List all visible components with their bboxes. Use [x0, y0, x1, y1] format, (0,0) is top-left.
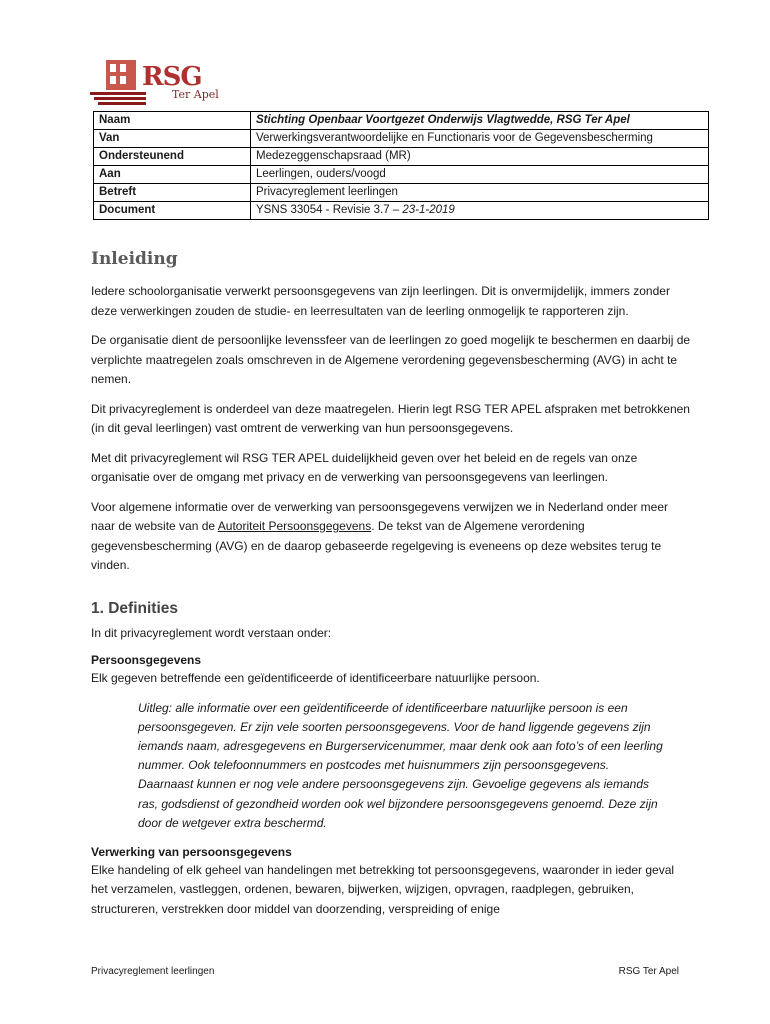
section-heading-definities: 1. Definities [91, 599, 178, 617]
paragraph: Met dit privacyreglement wil RSG TER APEL duidelijkheid geven over het beleid en de regels van onze organisatie over de omgang met privacy en de verwerking van persoonsgegevens van leerlingen. [91, 450, 638, 484]
meta-value: Leerlingen, ouders/voogd [251, 166, 709, 184]
logo-subtitle: Ter Apel [172, 88, 219, 101]
meta-key: Aan [94, 166, 251, 184]
term-definition: Elke handeling of elk geheel van handelingen met betrekking tot persoonsgegevens, waaronder in ieder geval het verzamelen, vastleggen, ordenen, bewaren, bijwerken, wijzigen, opvragen, raadplegen, gebruiken, structureren, verstrekken door middel van doorzending, verspreiding of enige [91, 862, 675, 916]
meta-key: Naam [94, 112, 251, 130]
meta-value [251, 202, 709, 220]
meta-key: Van [94, 130, 251, 148]
section-heading-inleiding: Inleiding [91, 249, 178, 269]
table-row [94, 166, 709, 184]
table-row [94, 184, 709, 202]
school-building-icon [88, 58, 148, 108]
table-row [94, 148, 709, 166]
document-meta-table [93, 111, 709, 220]
paragraph: De organisatie dient de persoonlijke levenssfeer van de leerlingen zo goed mogelijk te beschermen en daarbij de verplichte maatregelen zoals omschreven in de Algemene verordening gegevensbescherming (AVG) in acht te nemen. [91, 333, 691, 386]
revision-date: 23-1-2019 [402, 204, 455, 216]
meta-key: Document [94, 202, 251, 220]
paragraph [91, 498, 691, 576]
document-body [91, 246, 691, 929]
footer-right: RSG Ter Apel [618, 966, 679, 977]
table-row [94, 130, 709, 148]
autoriteit-persoonsgegevens-link[interactable]: Autoriteit Persoonsgegevens [217, 519, 372, 533]
meta-value: Privacyreglement leerlingen [251, 184, 709, 202]
table-row [94, 202, 709, 220]
footer-left: Privacyreglement leerlingen [91, 966, 215, 977]
page-footer [91, 966, 679, 977]
meta-key: Ondersteunend [94, 148, 251, 166]
meta-key: Betreft [94, 184, 251, 202]
paragraph: In dit privacyreglement wordt verstaan onder: [91, 625, 332, 640]
meta-value: Verwerkingsverantwoordelijke en Functionaris voor de Gegevensbescherming [251, 130, 709, 148]
term-label: Verwerking van persoonsgegevens [91, 844, 292, 859]
term-definition: Elk gegeven betreffende een geïdentificeerde of identificeerbare natuurlijke persoon. [91, 671, 540, 685]
revision-text: YSNS 33054 - Revisie 3.7 – [256, 204, 403, 216]
term-label: Persoonsgegevens [91, 653, 202, 667]
meta-value: Stichting Openbaar Voortgezet Onderwijs Vlagtwedde, RSG Ter Apel [251, 112, 709, 130]
table-row [94, 112, 709, 130]
meta-value: Medezeggenschapsraad (MR) [251, 148, 709, 166]
paragraph-text: . De tekst van de Algemene verordening gegevensbescherming (AVG) en de daarop gebaseerde regelgeving is eveneens op deze websites terug te vinden. [91, 519, 662, 572]
explanation-quote: Uitleg: alle informatie over een geïdentificeerde of identificeerbare natuurlijke persoon is een persoonsgegeven. Er zijn vele soorten persoonsgegevens. Voor de hand liggende gegevens zijn iemands naam, adresgegevens en Burgerservicenummer, maar denk ook aan foto’s of een leerling nummer. Ook telefoonnummers en postcodes met huisnummers zijn persoonsgegevens. Daarnaast kunnen er nog vele andere persoonsgegevens zijn. Gevoelige gegevens als iemands ras, godsdienst of gezondheid worden ook wel bijzondere persoonsgegevens genoemd. Deze zijn door de wetgever extra beschermd. [138, 700, 663, 830]
paragraph-text: Voor algemene informatie over de verwerking van persoonsgegevens verwijzen we in Nederland onder meer naar de website van de [91, 499, 668, 533]
logo-brand: RSG [142, 62, 202, 92]
paragraph: Dit privacyreglement is onderdeel van deze maatregelen. Hierin legt RSG TER APEL afspraken met betrokkenen (in dit geval leerlingen) vast omtrent de verwerking van hun persoonsgegevens. [91, 401, 690, 435]
rsg-logo [88, 58, 228, 108]
paragraph: Iedere schoolorganisatie verwerkt persoonsgegevens van zijn leerlingen. Dit is onvermijdelijk, immers zonder deze verwerkingen zouden de studie- en leerresultaten van de leerling onmogelijk te rapporteren zijn. [91, 284, 670, 318]
